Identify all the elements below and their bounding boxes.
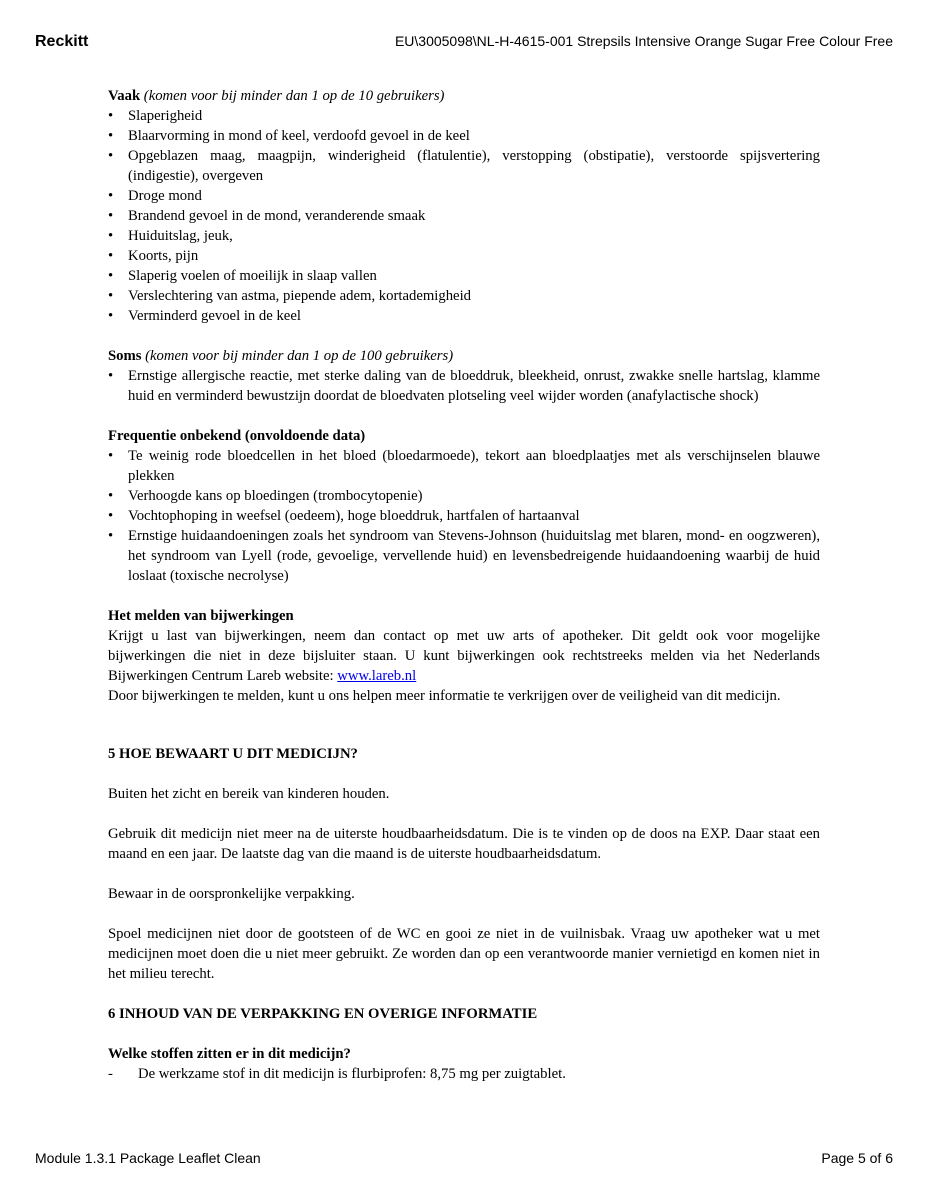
list-item: • Blaarvorming in mond of keel, verdoofd gevoel in de keel [108, 126, 820, 146]
list-item: • Verslechtering van astma, piepende adem, kortademigheid [108, 286, 820, 306]
list-item: • Te weinig rode bloedcellen in het bloed (bloedarmoede), tekort aan bloedplaatjes met als verschijnselen blauwe plekken [108, 446, 820, 486]
soms-list [108, 366, 820, 406]
company-name: Reckitt [35, 33, 89, 50]
footer-module: Module 1.3.1 Package Leaflet Clean [35, 1150, 261, 1166]
soms-heading [108, 346, 820, 366]
section-5-paragraph: Gebruik dit medicijn niet meer na de uiterste houdbaarheidsdatum. Die is te vinden op de doos na EXP. Daar staat een maand en een jaar. De laatste dag van die maand is de uiterste houdbaarheidsdatum. [108, 826, 820, 862]
section-5-paragraph: Bewaar in de oorspronkelijke verpakking. [108, 886, 355, 902]
section-6-heading: 6 INHOUD VAN DE VERPAKKING EN OVERIGE INFORMATIE [108, 1006, 538, 1022]
section-5-paragraph: Buiten het zicht en bereik van kinderen houden. [108, 786, 390, 802]
soms-title: Soms [108, 348, 142, 364]
reporting-paragraph [108, 626, 820, 686]
list-item: • Slaperigheid [108, 106, 820, 126]
vaak-heading [108, 86, 820, 106]
list-item: • Vochtophoping in weefsel (oedeem), hoge bloeddruk, hartfalen of hartaanval [108, 506, 820, 526]
frequency-heading: Frequentie onbekend (onvoldoende data) [108, 428, 366, 444]
vaak-title: Vaak [108, 88, 141, 104]
list-item: • Verhoogde kans op bloedingen (trombocytopenie) [108, 486, 820, 506]
list-item: • Huiduitslag, jeuk, [108, 226, 820, 246]
reporting-text: Krijgt u last van bijwerkingen, neem dan contact op met uw arts of apotheker. Dit geldt ook voor mogelijke bijwerkingen die niet in deze bijsluiter staan. U kunt bijwerkingen ook rechtstreeks melden via het Nederlands Bijwerkingen Centrum Lareb website: [108, 628, 820, 684]
document-reference: EU\3005098\NL-H-4615-001 Strepsils Intensive Orange Sugar Free Colour Free [394, 33, 893, 49]
list-item: • Koorts, pijn [108, 246, 820, 266]
section-6-list [108, 1064, 820, 1084]
list-item: • Ernstige huidaandoeningen zoals het syndroom van Stevens-Johnson (huiduitslag met blaren, mond- en oogzweren), het syndroom van Lyell (rode, gevoelige, vervellende huid) en levensbedreigende huidaandoening waarbij de huid loslaat (toxische necrolyse) [108, 526, 820, 586]
list-item: - De werkzame stof in dit medicijn is flurbiprofen: 8,75 mg per zuigtablet. [108, 1064, 820, 1084]
reporting-paragraph-2: Door bijwerkingen te melden, kunt u ons helpen meer informatie te verkrijgen over de veiligheid van dit medicijn. [108, 688, 781, 704]
list-item: • Brandend gevoel in de mond, veranderende smaak [108, 206, 820, 226]
section-6-subheading: Welke stoffen zitten er in dit medicijn? [108, 1046, 351, 1062]
list-item: • Verminderd gevoel in de keel [108, 306, 820, 326]
list-item: • Droge mond [108, 186, 820, 206]
list-item: • Ernstige allergische reactie, met sterke daling van de bloeddruk, bleekheid, onrust, zwakke snelle hartslag, klamme huid en verminderd bewustzijn doordat de bloedvaten plotseling veel wijder worden (anafylactische shock) [108, 366, 820, 406]
leaflet-content [108, 86, 820, 1084]
section-5-paragraph: Spoel medicijnen niet door de gootsteen of de WC en gooi ze niet in de vuilnisbak. Vraag uw apotheker wat u met medicijnen moet doen die u niet meer gebruikt. Ze worden dan op een verantwoorde manier vernietigd en komen niet in het milieu terecht. [108, 926, 820, 982]
soms-subtitle: (komen voor bij minder dan 1 op de 100 gebruikers) [145, 348, 454, 364]
frequency-list [108, 446, 820, 586]
lareb-link[interactable]: www.lareb.nl [337, 668, 417, 684]
vaak-subtitle: (komen voor bij minder dan 1 op de 10 gebruikers) [143, 88, 445, 104]
vaak-list [108, 106, 820, 326]
list-item: • Opgeblazen maag, maagpijn, winderigheid (flatulentie), verstopping (obstipatie), verstoorde spijsvertering (indigestie), overgeven [108, 146, 820, 186]
page-number: Page 5 of 6 [821, 1150, 893, 1166]
list-item: • Slaperig voelen of moeilijk in slaap vallen [108, 266, 820, 286]
section-5-heading: 5 HOE BEWAART U DIT MEDICIJN? [108, 746, 358, 762]
reporting-heading: Het melden van bijwerkingen [108, 608, 294, 624]
